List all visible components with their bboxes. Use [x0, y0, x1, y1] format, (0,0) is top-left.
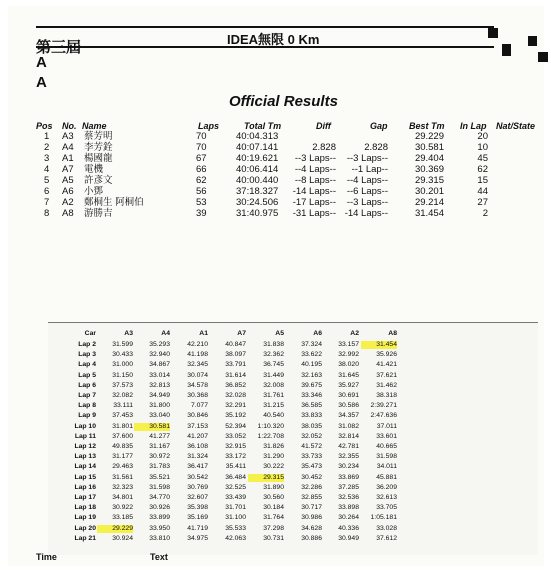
lap-number: Lap 18	[74, 504, 96, 512]
lap-time-cell: 42.781	[338, 443, 359, 450]
lap-time-cell: 1:10.320	[257, 422, 284, 430]
lap-time-cell: 36.745	[263, 361, 284, 369]
lap-time-cell: 31.324	[187, 453, 208, 461]
lap-time-cell: 30.972	[149, 453, 170, 461]
result-inlap: 20	[477, 131, 488, 142]
lap-time-cell: 32.814	[338, 432, 359, 440]
col-gap: Gap	[370, 121, 388, 131]
lap-time-cell: 33.869	[338, 473, 359, 481]
lap-time-cell: 33.810	[149, 534, 170, 542]
result-total: 40:07.141	[236, 142, 279, 153]
lap-time-cell: 30.924	[112, 534, 133, 542]
col-inlap: In Lap	[460, 121, 487, 131]
lap-time-cell: 32.613	[376, 494, 397, 501]
result-name: 小鄧	[84, 186, 104, 197]
lap-time-cell: 30.986	[301, 514, 322, 522]
result-no: A5	[62, 175, 74, 186]
footer-text: Text	[150, 552, 168, 562]
lap-time-cell: 32.525	[225, 483, 246, 491]
result-name: 游勝吉	[84, 208, 113, 219]
lap-car-header: A3	[124, 330, 133, 337]
result-pos: 5	[44, 175, 50, 186]
lap-time-cell: 33.622	[301, 351, 322, 359]
lap-time-cell: 42.210	[187, 341, 208, 348]
class-label-2: A	[36, 74, 47, 91]
result-inlap: 2	[482, 208, 488, 219]
result-total: 40:04.313	[236, 131, 279, 142]
lap-time-cell: 38.318	[376, 392, 397, 399]
lap-time-cell: 31.614	[225, 371, 246, 379]
result-total: 37:18.327	[236, 186, 279, 197]
lap-time-cell: 31.454	[361, 341, 397, 349]
lap-time-cell: 31.801	[112, 422, 133, 430]
lap-number: Lap 9	[78, 412, 96, 420]
result-no: A2	[62, 197, 74, 208]
result-laps: 53	[196, 197, 207, 208]
lap-time-cell: 30.886	[301, 534, 322, 542]
lap-time-cell: 31.890	[263, 483, 284, 491]
result-gap: --6 Laps--	[346, 186, 388, 197]
lap-number: Lap 6	[78, 381, 96, 389]
result-inlap: 10	[477, 142, 488, 153]
lap-number: Lap 20	[74, 524, 96, 532]
lap-time-cell: 37.573	[112, 381, 133, 389]
result-laps: 39	[196, 208, 207, 219]
result-laps: 56	[196, 186, 207, 197]
lap-time-cell: 33.791	[225, 361, 246, 369]
lap-number: Lap 2	[78, 341, 96, 348]
lap-time-cell: 38.020	[338, 361, 359, 369]
lap-time-cell: 32.052	[301, 432, 322, 440]
lap-time-cell: 36.108	[187, 443, 208, 450]
lap-time-cell: 35.521	[149, 473, 170, 481]
result-best: 30.369	[414, 164, 444, 175]
lap-time-cell: 30.184	[263, 504, 284, 512]
lap-number: Lap 8	[78, 402, 96, 410]
lap-time-cell: 33.052	[225, 432, 246, 440]
lap-time-cell: 29.463	[112, 463, 133, 471]
lap-time-cell: 30.581	[134, 423, 170, 431]
result-best: 31.454	[414, 208, 444, 219]
lap-time-cell: 33.898	[338, 504, 359, 512]
lap-time-cell: 32.362	[263, 351, 284, 359]
result-diff: -17 Laps--	[292, 197, 336, 208]
lap-time-cell: 31.826	[263, 443, 284, 450]
lap-time-cell: 38.035	[301, 422, 322, 430]
result-gap: --3 Laps--	[346, 197, 388, 208]
lap-time-cell: 31.100	[225, 514, 246, 522]
lap-time-cell: 35.169	[187, 514, 208, 522]
col-diff: Diff	[316, 121, 331, 131]
lap-time-cell: 33.040	[149, 412, 170, 420]
col-best: Best Tm	[409, 121, 445, 131]
lap-time-cell: 40.195	[301, 361, 322, 369]
lap-time-cell: 31.764	[263, 514, 284, 522]
lap-time-cell: 37.621	[376, 371, 397, 379]
result-diff: 2.828	[312, 142, 336, 153]
result-name: 蔡芳明	[84, 131, 113, 142]
result-inlap: 62	[477, 164, 488, 175]
lap-car-header: A8	[388, 330, 397, 337]
result-inlap: 44	[477, 186, 488, 197]
result-total: 40:00.440	[236, 175, 279, 186]
lap-time-cell: 30.264	[338, 514, 359, 522]
lap-time-cell: 31.598	[149, 483, 170, 491]
lap-time-cell: 34.975	[187, 534, 208, 542]
result-pos: 7	[44, 197, 50, 208]
lap-time-cell: 31.290	[263, 453, 284, 461]
lap-time-cell: 32.940	[149, 351, 170, 359]
result-gap: --4 Laps--	[346, 175, 388, 186]
lap-time-cell: 31.783	[149, 463, 170, 471]
result-inlap: 27	[477, 197, 488, 208]
lap-time-cell: 34.770	[149, 494, 170, 501]
result-name: 楊國龍	[84, 153, 113, 164]
lap-time-cell: 41.572	[301, 443, 322, 450]
lap-time-cell: 34.867	[149, 361, 170, 369]
result-total: 40:06.414	[236, 164, 279, 175]
lap-car-header: A2	[350, 330, 359, 337]
result-total: 30:24.506	[236, 197, 279, 208]
lap-time-cell: 36.852	[225, 381, 246, 389]
lap-time-cell: 31.082	[338, 422, 359, 430]
result-inlap: 45	[477, 153, 488, 164]
lap-time-cell: 31.800	[149, 402, 170, 410]
result-no: A4	[62, 142, 74, 153]
lap-time-cell: 2:47.636	[370, 412, 397, 420]
result-laps: 70	[196, 131, 207, 142]
lap-time-cell: 7.077	[190, 402, 208, 410]
lap-time-cell: 33.950	[149, 524, 170, 532]
lap-time-cell: 33.705	[376, 504, 397, 512]
lap-time-cell: 37.324	[301, 341, 322, 348]
result-pos: 4	[44, 164, 50, 175]
lap-time-cell: 33.014	[149, 371, 170, 379]
lap-time-cell: 32.028	[225, 392, 246, 399]
col-name: Name	[82, 121, 107, 131]
lap-time-cell: 31.599	[112, 341, 133, 348]
lap-time-cell: 40.336	[338, 524, 359, 532]
lap-time-cell: 37.612	[376, 534, 397, 542]
lap-time-cell: 36.417	[187, 463, 208, 471]
lap-time-cell: 49.835	[112, 443, 133, 450]
lap-time-cell: 30.949	[338, 534, 359, 542]
lap-time-cell: 32.607	[187, 494, 208, 501]
lap-time-cell: 35.411	[225, 463, 246, 471]
lap-time-cell: 40.540	[263, 412, 284, 420]
lap-time-cell: 30.560	[263, 494, 284, 501]
lap-time-cell: 32.992	[338, 351, 359, 359]
class-label-1: A	[36, 54, 47, 71]
lap-time-cell: 33.028	[376, 524, 397, 532]
round-label: 第三屆	[36, 39, 82, 56]
result-gap: --3 Laps--	[346, 153, 388, 164]
col-laps: Laps	[198, 121, 220, 131]
lap-time-cell: 30.234	[338, 463, 359, 471]
col-nat: Nat/State	[496, 121, 536, 131]
result-gap: 2.828	[364, 142, 388, 153]
lap-time-cell: 30.922	[112, 504, 133, 512]
lap-number: Lap 16	[74, 483, 96, 491]
result-diff: -31 Laps--	[292, 208, 336, 219]
lap-time-cell: 52.394	[225, 422, 246, 430]
header-rule-top	[36, 26, 494, 28]
result-no: A6	[62, 186, 74, 197]
lap-number: Lap 3	[78, 351, 96, 359]
result-best: 29.404	[414, 153, 444, 164]
lap-time-cell: 31.761	[263, 392, 284, 399]
lap-car-header: A6	[313, 330, 322, 337]
lap-time-cell: 34.949	[149, 392, 170, 399]
result-total: 40:19.621	[236, 153, 279, 164]
lap-time-cell: 30.926	[149, 504, 170, 512]
result-name: 電機	[84, 164, 104, 175]
lap-time-cell: 34.357	[338, 412, 359, 420]
lap-number: Lap 17	[74, 494, 96, 501]
result-inlap: 15	[477, 175, 488, 186]
lap-time-cell: 42.063	[225, 534, 246, 542]
lap-time-cell: 30.731	[263, 534, 284, 542]
lap-time-cell: 41.719	[187, 524, 208, 532]
lap-time-cell: 31.150	[112, 371, 133, 379]
result-total: 31:40.975	[236, 208, 279, 219]
lap-time-cell: 41.207	[187, 432, 208, 440]
lap-time-cell: 33.899	[149, 514, 170, 522]
result-pos: 1	[44, 131, 50, 142]
lap-time-cell: 33.733	[301, 453, 322, 461]
result-name: 李芳銓	[84, 142, 113, 153]
lap-time-cell: 32.536	[338, 494, 359, 501]
lap-number: Lap 13	[74, 453, 96, 461]
lap-time-cell: 35.398	[187, 504, 208, 512]
official-results-title: Official Results	[229, 93, 338, 110]
result-pos: 8	[44, 208, 50, 219]
result-best: 30.581	[414, 142, 444, 153]
lap-time-cell: 31.167	[149, 443, 170, 450]
lap-time-cell: 32.163	[301, 371, 322, 379]
lap-time-cell: 37.453	[112, 412, 133, 420]
lap-time-cell: 35.293	[149, 341, 170, 348]
lap-time-cell: 30.074	[187, 371, 208, 379]
lap-time-cell: 30.452	[301, 473, 322, 481]
lap-time-cell: 30.542	[187, 473, 208, 481]
result-gap: --1 Lap--	[351, 164, 388, 175]
lap-time-cell: 30.586	[338, 402, 359, 410]
lap-number: Lap 12	[74, 443, 96, 450]
lap-time-cell: 37.600	[112, 432, 133, 440]
lap-time-cell: 35.533	[225, 524, 246, 532]
lap-time-cell: 30.769	[187, 483, 208, 491]
lap-time-cell: 30.846	[187, 412, 208, 420]
lap-time-cell: 32.082	[112, 392, 133, 399]
lap-time-cell: 31.561	[112, 473, 133, 481]
lap-number: Lap 5	[78, 371, 96, 379]
col-pos: Pos	[36, 121, 53, 131]
lap-time-cell: 30.691	[338, 392, 359, 399]
col-total: Total Tm	[244, 121, 282, 131]
lap-time-cell: 31.215	[263, 402, 284, 410]
lap-time-cell: 1:05.181	[370, 514, 397, 522]
lap-time-cell: 41.198	[187, 351, 208, 359]
lap-time-cell: 31.838	[263, 341, 284, 348]
lap-time-cell: 32.286	[301, 483, 322, 491]
lap-time-cell: 34.578	[187, 381, 208, 389]
lap-time-cell: 33.346	[301, 392, 322, 399]
lap-number: Lap 21	[74, 534, 96, 542]
lap-time-cell: 37.285	[338, 483, 359, 491]
lap-time-cell: 31.449	[263, 371, 284, 379]
lap-number: Lap 4	[78, 361, 96, 369]
lap-time-cell: 32.813	[149, 381, 170, 389]
lap-time-cell: 32.291	[225, 402, 246, 410]
lap-time-cell: 35.927	[338, 381, 359, 389]
result-diff: --8 Laps--	[294, 175, 336, 186]
lap-time-cell: 32.345	[187, 361, 208, 369]
lap-time-cell: 32.008	[263, 381, 284, 389]
lap-time-cell: 2:39.271	[370, 402, 397, 410]
result-gap: -14 Laps--	[344, 208, 388, 219]
lap-time-cell: 37.298	[263, 524, 284, 532]
result-diff: --3 Laps--	[294, 153, 336, 164]
event-title: IDEA無限 0 Km	[227, 32, 320, 47]
lap-car-header: A1	[199, 330, 208, 337]
result-no: A1	[62, 153, 74, 164]
lap-time-cell: 35.192	[225, 412, 246, 420]
lap-time-cell: 29.229	[97, 525, 133, 533]
lap-time-cell: 33.157	[338, 341, 359, 348]
lap-time-cell: 30.368	[187, 392, 208, 399]
lap-time-cell: 31.462	[376, 381, 397, 389]
lap-time-cell: 34.628	[301, 524, 322, 532]
result-no: A7	[62, 164, 74, 175]
lap-time-cell: 30.717	[301, 504, 322, 512]
result-laps: 67	[196, 153, 207, 164]
lap-time-cell: 41.421	[376, 361, 397, 369]
lap-time-cell: 33.601	[376, 432, 397, 440]
lap-number: Lap 19	[74, 514, 96, 522]
result-laps: 70	[196, 142, 207, 153]
lap-time-cell: 33.111	[113, 402, 133, 410]
lap-time-cell: 38.097	[225, 351, 246, 359]
result-best: 29.315	[414, 175, 444, 186]
lap-time-cell: 45.881	[376, 473, 397, 481]
lap-time-cell: 37.153	[187, 422, 208, 430]
lap-time-cell: 36.484	[225, 473, 246, 481]
result-no: A3	[62, 131, 74, 142]
result-best: 29.214	[414, 197, 444, 208]
result-diff: --4 Laps--	[294, 164, 336, 175]
lap-time-cell: 36.585	[301, 402, 322, 410]
lap-number: Lap 15	[74, 473, 96, 481]
result-no: A8	[62, 208, 74, 219]
lap-time-cell: 34.011	[376, 463, 397, 471]
lap-time-cell: 37.011	[376, 422, 397, 430]
lap-time-cell: 33.172	[225, 453, 246, 461]
result-diff: -14 Laps--	[292, 186, 336, 197]
lap-time-cell: 39.675	[301, 381, 322, 389]
result-pos: 3	[44, 153, 50, 164]
lap-time-cell: 41.277	[149, 432, 170, 440]
lap-time-cell: 31.177	[112, 453, 133, 461]
result-pos: 6	[44, 186, 50, 197]
lap-time-cell: 31.645	[338, 371, 359, 379]
footer-time: Time	[36, 552, 57, 562]
lap-time-cell: 30.222	[263, 463, 284, 471]
lap-car-header: A7	[237, 330, 246, 337]
lap-time-cell: 31.000	[112, 361, 133, 369]
result-laps: 62	[196, 175, 207, 186]
lap-time-cell: 33.833	[301, 412, 322, 420]
result-best: 29.229	[414, 131, 444, 142]
lap-time-cell: 32.323	[112, 483, 133, 491]
lap-time-cell: 32.915	[225, 443, 246, 450]
lap-number: Lap 7	[78, 392, 96, 399]
result-name: 鄭桐生 阿桐伯	[84, 197, 144, 208]
lap-time-cell: 33.185	[112, 514, 133, 522]
lap-number: Lap 11	[74, 432, 96, 440]
corner-marks	[488, 28, 548, 68]
lap-time-cell: 35.473	[301, 463, 322, 471]
lap-time-cell: 1:22.708	[257, 432, 284, 440]
lap-time-cell: 34.801	[112, 494, 133, 501]
lap-time-cell: 30.433	[112, 351, 133, 359]
col-no: No.	[62, 121, 77, 131]
lap-time-cell: 33.439	[225, 494, 246, 501]
lap-time-cell: 36.209	[376, 483, 397, 491]
lap-time-cell: 31.598	[376, 453, 397, 461]
result-best: 30.201	[414, 186, 444, 197]
lap-time-cell: 35.926	[376, 351, 397, 359]
lap-time-cell: 32.355	[338, 453, 359, 461]
lap-time-cell: 40.847	[225, 341, 246, 348]
lap-car-label: Car	[84, 330, 96, 337]
result-pos: 2	[44, 142, 50, 153]
lap-time-cell: 32.855	[301, 494, 322, 501]
lap-number: Lap 14	[74, 463, 96, 471]
lap-time-cell: 40.665	[376, 443, 397, 450]
lap-car-header: A5	[275, 330, 284, 337]
lap-number: Lap 10	[74, 422, 96, 430]
lap-time-cell: 29.315	[248, 474, 284, 482]
result-name: 許彥文	[84, 175, 113, 186]
result-laps: 66	[196, 164, 207, 175]
lap-time-cell: 31.701	[225, 504, 246, 512]
lap-car-header: A4	[161, 330, 170, 337]
